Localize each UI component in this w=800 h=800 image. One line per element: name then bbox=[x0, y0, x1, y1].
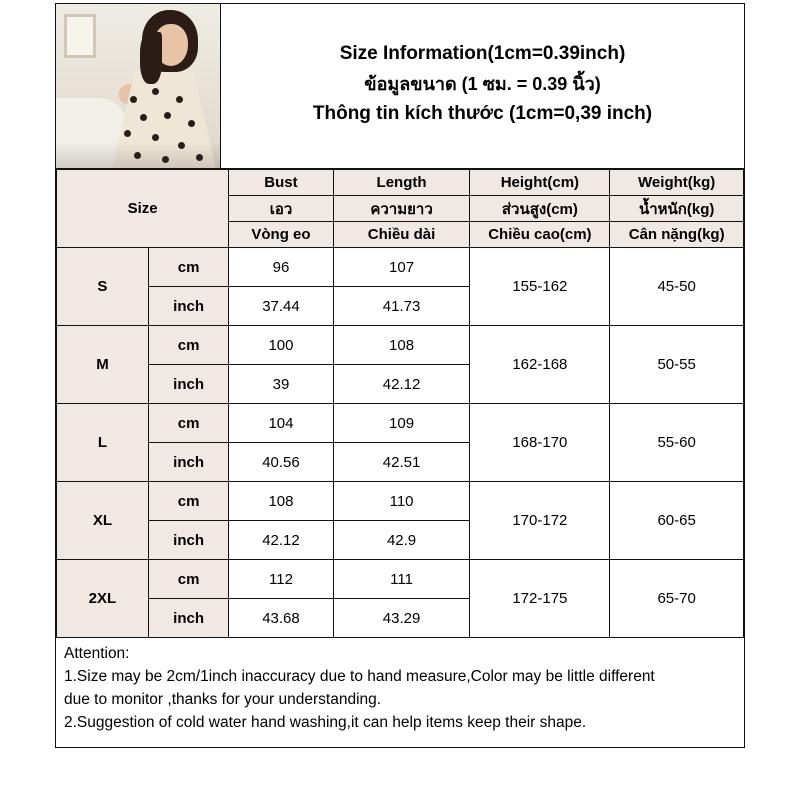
table-row bbox=[57, 560, 744, 599]
cell-bust-cm: 100 bbox=[229, 326, 333, 365]
cell-bust-cm: 96 bbox=[229, 248, 333, 287]
cell-weight: 45-50 bbox=[610, 248, 744, 326]
row-size-label: 2XL bbox=[57, 560, 149, 638]
header-bust-en: Bust bbox=[229, 170, 333, 196]
cell-bust-cm: 108 bbox=[229, 482, 333, 521]
cell-length-cm: 110 bbox=[333, 482, 470, 521]
cell-length-cm: 107 bbox=[333, 248, 470, 287]
cell-height: 155-162 bbox=[470, 248, 610, 326]
cell-bust-inch: 39 bbox=[229, 365, 333, 404]
product-photo bbox=[56, 4, 221, 168]
cell-bust-inch: 43.68 bbox=[229, 599, 333, 638]
attention-line-2: due to monitor ,thanks for your understanding. bbox=[64, 691, 382, 708]
photo-wall-frame bbox=[64, 14, 96, 58]
row-unit-inch: inch bbox=[148, 287, 228, 326]
header-height-th: ส่วนสูง(cm) bbox=[470, 196, 610, 222]
cell-bust-cm: 112 bbox=[229, 560, 333, 599]
cell-height: 168-170 bbox=[470, 404, 610, 482]
cell-bust-inch: 42.12 bbox=[229, 521, 333, 560]
row-unit-inch: inch bbox=[148, 365, 228, 404]
dress-dot bbox=[124, 130, 131, 137]
cell-height: 172-175 bbox=[470, 560, 610, 638]
row-unit-cm: cm bbox=[148, 248, 228, 287]
title-thai: ข้อมูลขนาด (1 ซม. = 0.39 นิ้ว) bbox=[364, 74, 601, 94]
header-size: Size bbox=[57, 170, 229, 248]
title-block bbox=[221, 4, 744, 168]
table-row bbox=[57, 326, 744, 365]
dress-dot bbox=[152, 134, 159, 141]
cell-height: 162-168 bbox=[470, 326, 610, 404]
row-size-label: M bbox=[57, 326, 149, 404]
row-unit-inch: inch bbox=[148, 443, 228, 482]
title-vietnamese: Thông tin kích thước (1cm=0,39 inch) bbox=[312, 103, 653, 124]
row-size-label: XL bbox=[57, 482, 149, 560]
cell-bust-cm: 104 bbox=[229, 404, 333, 443]
row-unit-inch: inch bbox=[148, 599, 228, 638]
cell-weight: 55-60 bbox=[610, 404, 744, 482]
cell-length-inch: 41.73 bbox=[333, 287, 470, 326]
dress-dot bbox=[176, 96, 183, 103]
table-row bbox=[57, 248, 744, 287]
header-bust-th: เอว bbox=[229, 196, 333, 222]
row-unit-cm: cm bbox=[148, 404, 228, 443]
dress-dot bbox=[164, 112, 171, 119]
header-weight-vi: Cân nặng(kg) bbox=[610, 222, 744, 248]
dress-dot bbox=[152, 88, 159, 95]
cell-length-inch: 42.51 bbox=[333, 443, 470, 482]
header-bust-vi: Vòng eo bbox=[229, 222, 333, 248]
attention-line-3: 2.Suggestion of cold water hand washing,it can help items keep their shape. bbox=[64, 714, 587, 731]
header-height-en: Height(cm) bbox=[470, 170, 610, 196]
chart-header bbox=[56, 4, 744, 169]
attention-line-1: 1.Size may be 2cm/1inch inaccuracy due to hand measure,Color may be little different bbox=[64, 668, 655, 685]
cell-weight: 60-65 bbox=[610, 482, 744, 560]
photo-model-hair-side bbox=[140, 32, 162, 84]
cell-length-cm: 109 bbox=[333, 404, 470, 443]
table-row bbox=[57, 482, 744, 521]
dress-dot bbox=[140, 114, 147, 121]
size-table bbox=[56, 169, 744, 638]
cell-length-inch: 42.12 bbox=[333, 365, 470, 404]
row-size-label: L bbox=[57, 404, 149, 482]
row-unit-inch: inch bbox=[148, 521, 228, 560]
cell-height: 170-172 bbox=[470, 482, 610, 560]
cell-bust-inch: 37.44 bbox=[229, 287, 333, 326]
header-length-th: ความยาว bbox=[333, 196, 470, 222]
header-weight-en: Weight(kg) bbox=[610, 170, 744, 196]
header-height-vi: Chiều cao(cm) bbox=[470, 222, 610, 248]
cell-length-inch: 42.9 bbox=[333, 521, 470, 560]
table-row bbox=[57, 404, 744, 443]
attention-title: Attention: bbox=[64, 645, 130, 662]
header-length-en: Length bbox=[333, 170, 470, 196]
title-english: Size Information(1cm=0.39inch) bbox=[339, 43, 626, 64]
table-header-row-en bbox=[57, 170, 744, 196]
cell-length-inch: 43.29 bbox=[333, 599, 470, 638]
dress-dot bbox=[188, 120, 195, 127]
cell-weight: 50-55 bbox=[610, 326, 744, 404]
row-unit-cm: cm bbox=[148, 482, 228, 521]
cell-weight: 65-70 bbox=[610, 560, 744, 638]
size-chart-sheet bbox=[55, 3, 745, 748]
header-weight-th: น้ำหนัก(kg) bbox=[610, 196, 744, 222]
row-unit-cm: cm bbox=[148, 326, 228, 365]
attention-block bbox=[56, 638, 744, 734]
cell-length-cm: 111 bbox=[333, 560, 470, 599]
cell-length-cm: 108 bbox=[333, 326, 470, 365]
row-unit-cm: cm bbox=[148, 560, 228, 599]
header-length-vi: Chiều dài bbox=[333, 222, 470, 248]
dress-dot bbox=[130, 96, 137, 103]
photo-shadow bbox=[56, 142, 221, 168]
cell-bust-inch: 40.56 bbox=[229, 443, 333, 482]
row-size-label: S bbox=[57, 248, 149, 326]
